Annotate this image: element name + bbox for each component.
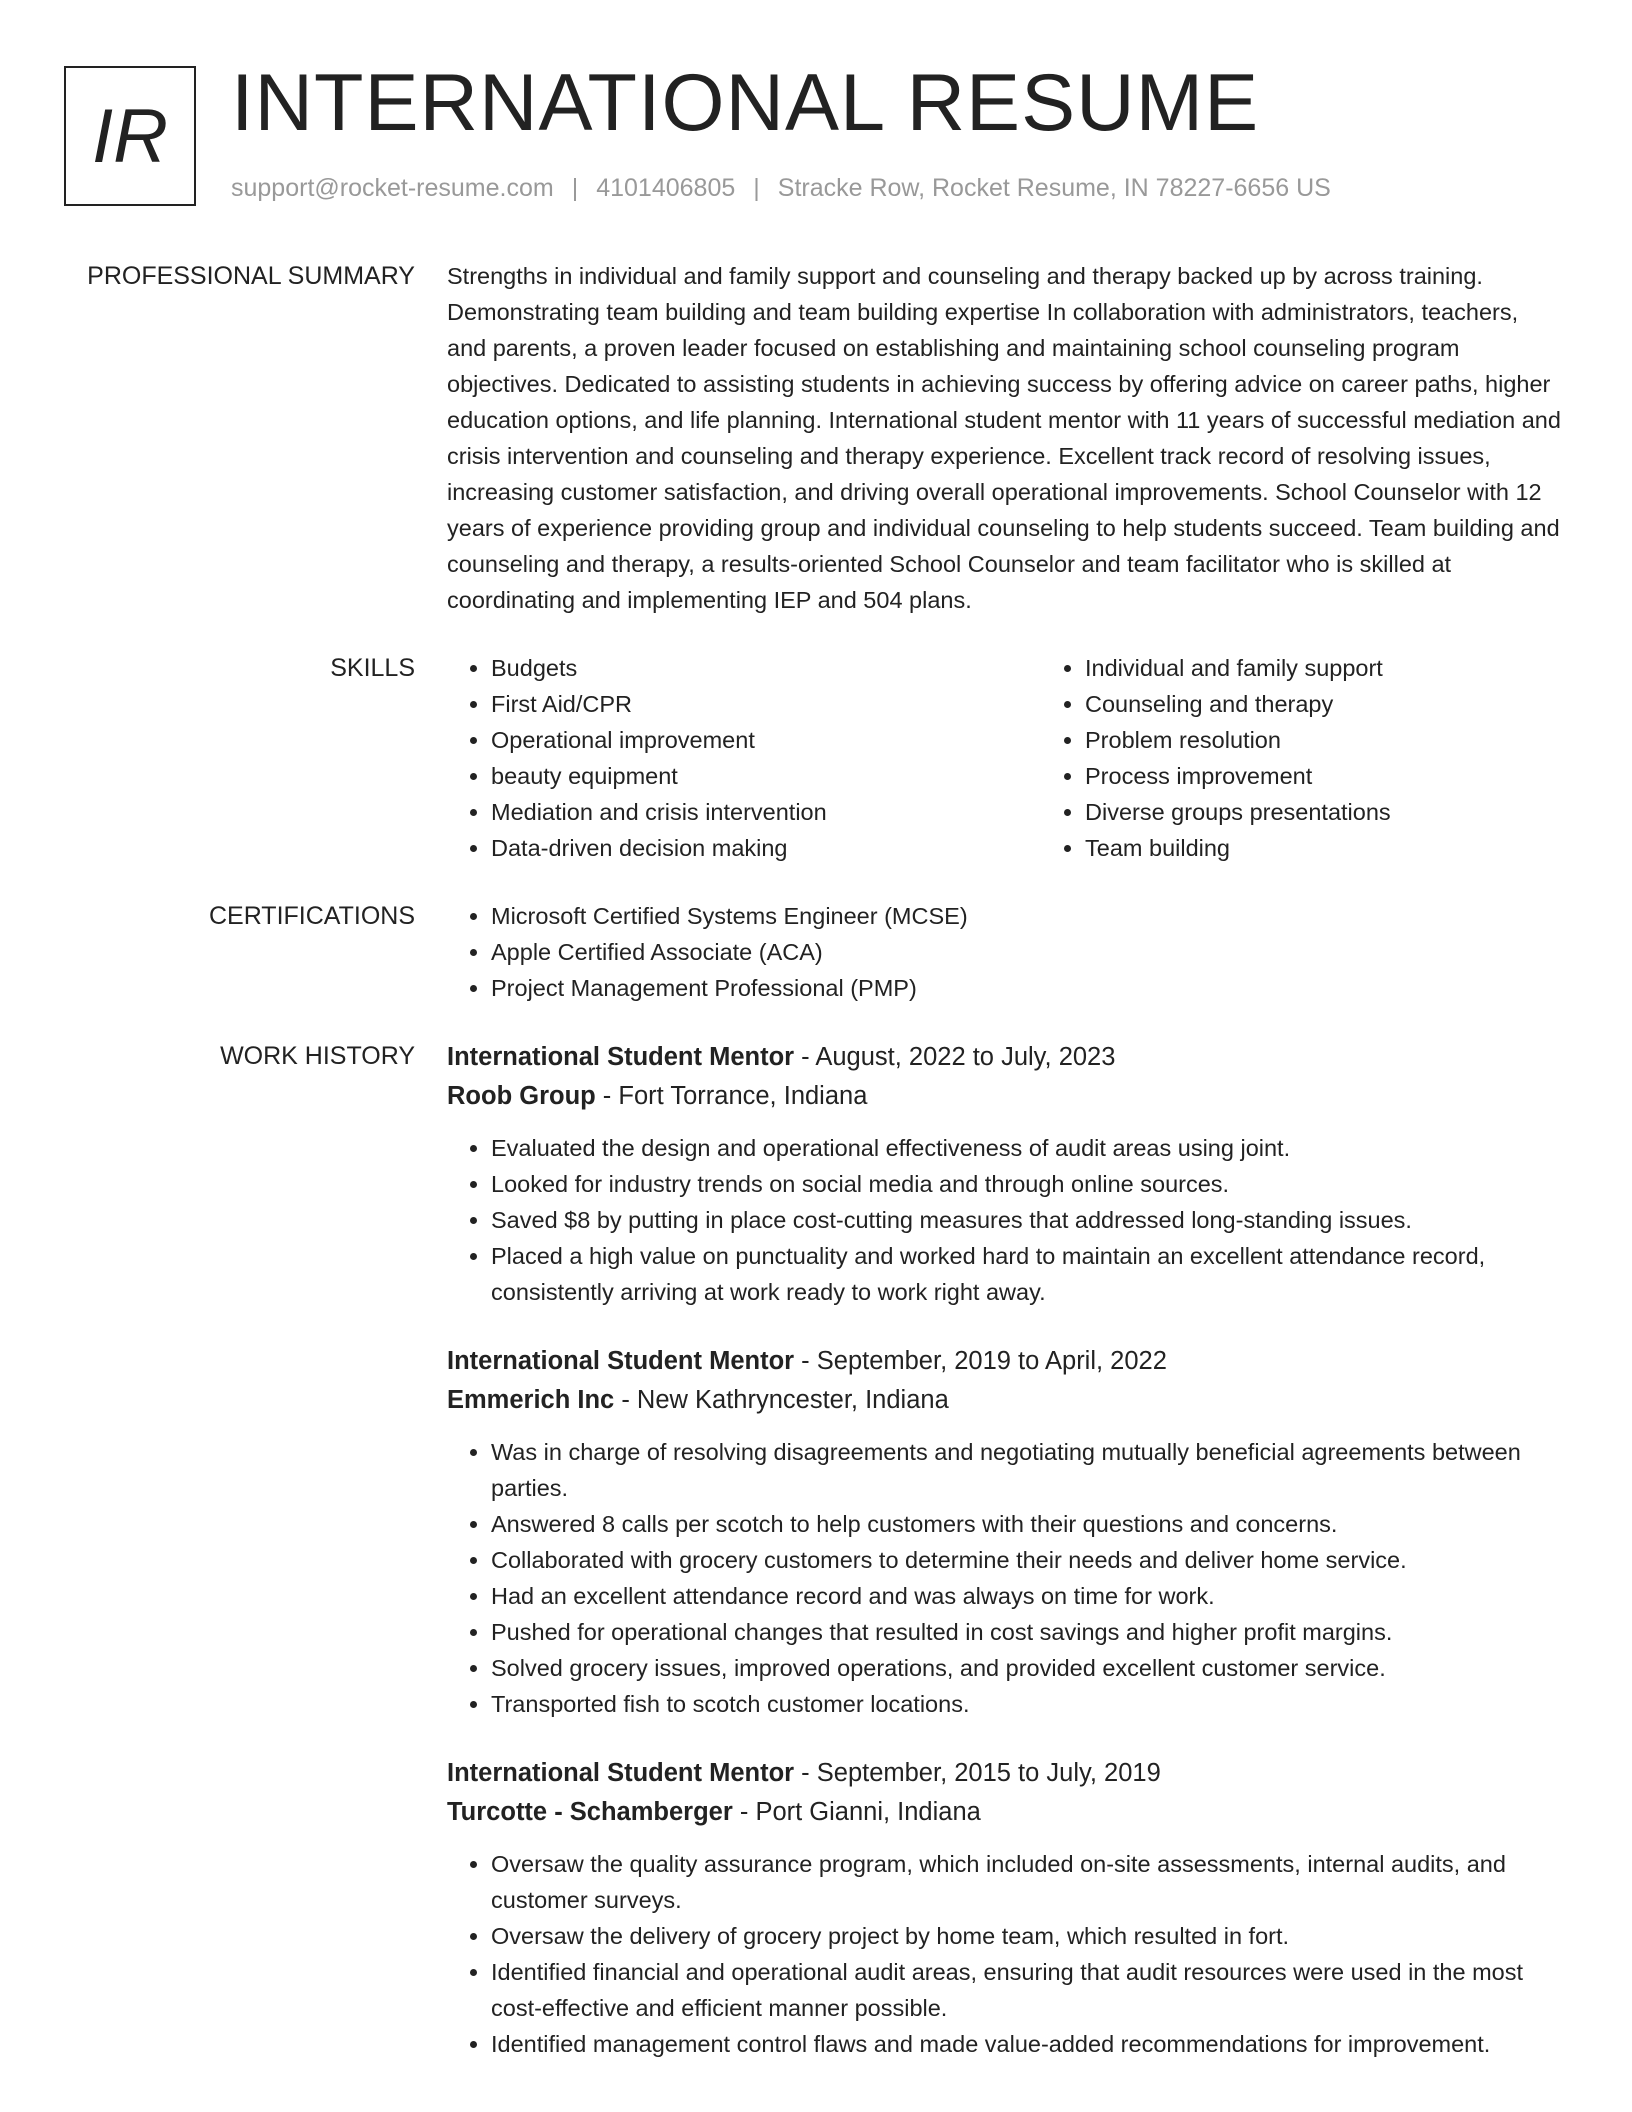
job-bullet: • Transported fish to scotch customer locations.: [491, 1686, 1562, 1722]
contact-phone[interactable]: 4101406805: [596, 174, 736, 202]
skill-item: • beauty equipment: [491, 758, 1041, 794]
job-bullet: • Had an excellent attendance record and was always on time for work.: [491, 1578, 1562, 1614]
certifications-list: [447, 898, 1562, 1006]
job-dates: August, 2022 to July, 2023: [815, 1043, 1116, 1071]
job-dates: September, 2015 to July, 2019: [816, 1759, 1161, 1787]
job-company-line: Roob Group - Fort Torrance, Indiana: [447, 1082, 868, 1110]
job-company: Roob Group: [447, 1082, 596, 1110]
job-bullet: • Looked for industry trends on social media and through online sources.: [491, 1166, 1562, 1202]
job-title-line: International Student Mentor - September, 2019 to April, 2022: [447, 1347, 1167, 1375]
monogram-logo: IR: [64, 66, 196, 206]
job-bullet: • Answered 8 calls per scotch to help customers with their questions and concerns.: [491, 1506, 1562, 1542]
skill-item: • Process improvement: [1085, 758, 1632, 794]
certifications-section: [0, 898, 1632, 1006]
skill-item: • Team building: [1085, 830, 1632, 866]
job-title-line: International Student Mentor - September, 2015 to July, 2019: [447, 1759, 1161, 1787]
section-label: CERTIFICATIONS: [208, 902, 415, 930]
job-location: New Kathryncester, Indiana: [636, 1386, 949, 1414]
resume-body: [0, 258, 1632, 2094]
job-entry: [447, 1342, 1562, 1722]
skill-item: • Counseling and therapy: [1085, 686, 1632, 722]
job-bullets: [447, 1846, 1562, 2062]
job-location: Port Gianni, Indiana: [755, 1798, 981, 1826]
job-bullet: • Identified management control flaws and made value-added recommendations for improvement.: [491, 2026, 1562, 2062]
work-history-section: [0, 1038, 1632, 2062]
contact-line: [231, 174, 1331, 203]
skill-item: • Budgets: [491, 650, 1041, 686]
job-entry: [447, 1038, 1562, 1310]
job-bullets: [447, 1130, 1562, 1310]
job-bullet: • Saved $8 by putting in place cost-cutting measures that addressed long-standing issues.: [491, 1202, 1562, 1238]
skill-item: • Problem resolution: [1085, 722, 1632, 758]
job-bullet: • Evaluated the design and operational effectiveness of audit areas using joint.: [491, 1130, 1562, 1166]
job-bullet: • Placed a high value on punctuality and worked hard to maintain an excellent attendance record, consistently arriving at work ready to work right away.: [491, 1238, 1562, 1310]
contact-separator: |: [753, 174, 760, 202]
contact-separator: |: [571, 174, 579, 202]
certification-item: • Microsoft Certified Systems Engineer (MCSE): [491, 898, 1562, 934]
job-bullet: • Oversaw the delivery of grocery project by home team, which resulted in fort.: [491, 1918, 1562, 1954]
job-title-line: International Student Mentor - August, 2022 to July, 2023: [447, 1043, 1116, 1071]
job-company: Emmerich Inc: [447, 1386, 615, 1414]
skill-item: • Individual and family support: [1085, 650, 1632, 686]
skill-item: • Operational improvement: [491, 722, 1041, 758]
contact-address: Stracke Row, Rocket Resume, IN 78227-6656 US: [777, 174, 1331, 202]
job-bullet: • Collaborated with grocery customers to determine their needs and deliver home service.: [491, 1542, 1562, 1578]
skill-item: • First Aid/CPR: [491, 686, 1041, 722]
job-company-line: Emmerich Inc - New Kathryncester, Indiana: [447, 1386, 949, 1414]
contact-email[interactable]: support@rocket-resume.com: [231, 174, 554, 202]
skills-list-right: [1041, 650, 1632, 866]
job-title: International Student Mentor: [447, 1347, 795, 1375]
skill-item: • Data-driven decision making: [491, 830, 1041, 866]
professional-summary-section: [0, 258, 1632, 618]
job-bullets: [447, 1434, 1562, 1722]
job-dates: September, 2019 to April, 2022: [816, 1347, 1167, 1375]
job-bullet: • Was in charge of resolving disagreements and negotiating mutually beneficial agreements between parties.: [491, 1434, 1562, 1506]
certification-item: • Project Management Professional (PMP): [491, 970, 1562, 1006]
summary-text: Strengths in individual and family support and counseling and therapy backed up by across training. Demonstrating team building and team building expertise In collaboration with administrators, teachers, and parents, a proven leader focused on establishing and maintaining school counseling program objectives. Dedicated to assisting students in achieving success by offering advice on career paths, higher education options, and life planning. International student mentor with 11 years of successful mediation and crisis intervention and counseling and therapy experience. Excellent track record of resolving issues, increasing customer satisfaction, and driving overall operational improvements. School Counselor with 12 years of experience providing group and individual counseling to help students succeed. Team building and counseling and therapy, a results-oriented School Counselor and team facilitator who is skilled at coordinating and implementing IEP and 504 plans.: [447, 263, 1561, 613]
certification-item: • Apple Certified Associate (ACA): [491, 934, 1562, 970]
job-title: International Student Mentor: [447, 1759, 795, 1787]
skills-list-left: [447, 650, 1041, 866]
job-company-line: Turcotte - Schamberger - Port Gianni, Indiana: [447, 1798, 981, 1826]
skills-section: [0, 650, 1632, 866]
skill-item: • Mediation and crisis intervention: [491, 794, 1041, 830]
job-bullet: • Oversaw the quality assurance program, which included on-site assessments, internal audits, and customer surveys.: [491, 1846, 1562, 1918]
job-location: Fort Torrance, Indiana: [618, 1082, 868, 1110]
section-label: PROFESSIONAL SUMMARY: [87, 262, 415, 290]
section-label: SKILLS: [330, 654, 415, 682]
job-bullet: • Identified financial and operational audit areas, ensuring that audit resources were used in the most cost-effective and efficient manner possible.: [491, 1954, 1562, 2026]
skill-item: • Diverse groups presentations: [1085, 794, 1632, 830]
job-bullet: • Pushed for operational changes that resulted in cost savings and higher profit margins.: [491, 1614, 1562, 1650]
job-entry: [447, 1754, 1562, 2062]
job-company: Turcotte - Schamberger: [447, 1798, 733, 1826]
resume-name: INTERNATIONAL RESUME: [231, 58, 1260, 148]
job-title: International Student Mentor: [447, 1043, 795, 1071]
section-label: WORK HISTORY: [220, 1042, 415, 1070]
job-bullet: • Solved grocery issues, improved operations, and provided excellent customer service.: [491, 1650, 1562, 1686]
